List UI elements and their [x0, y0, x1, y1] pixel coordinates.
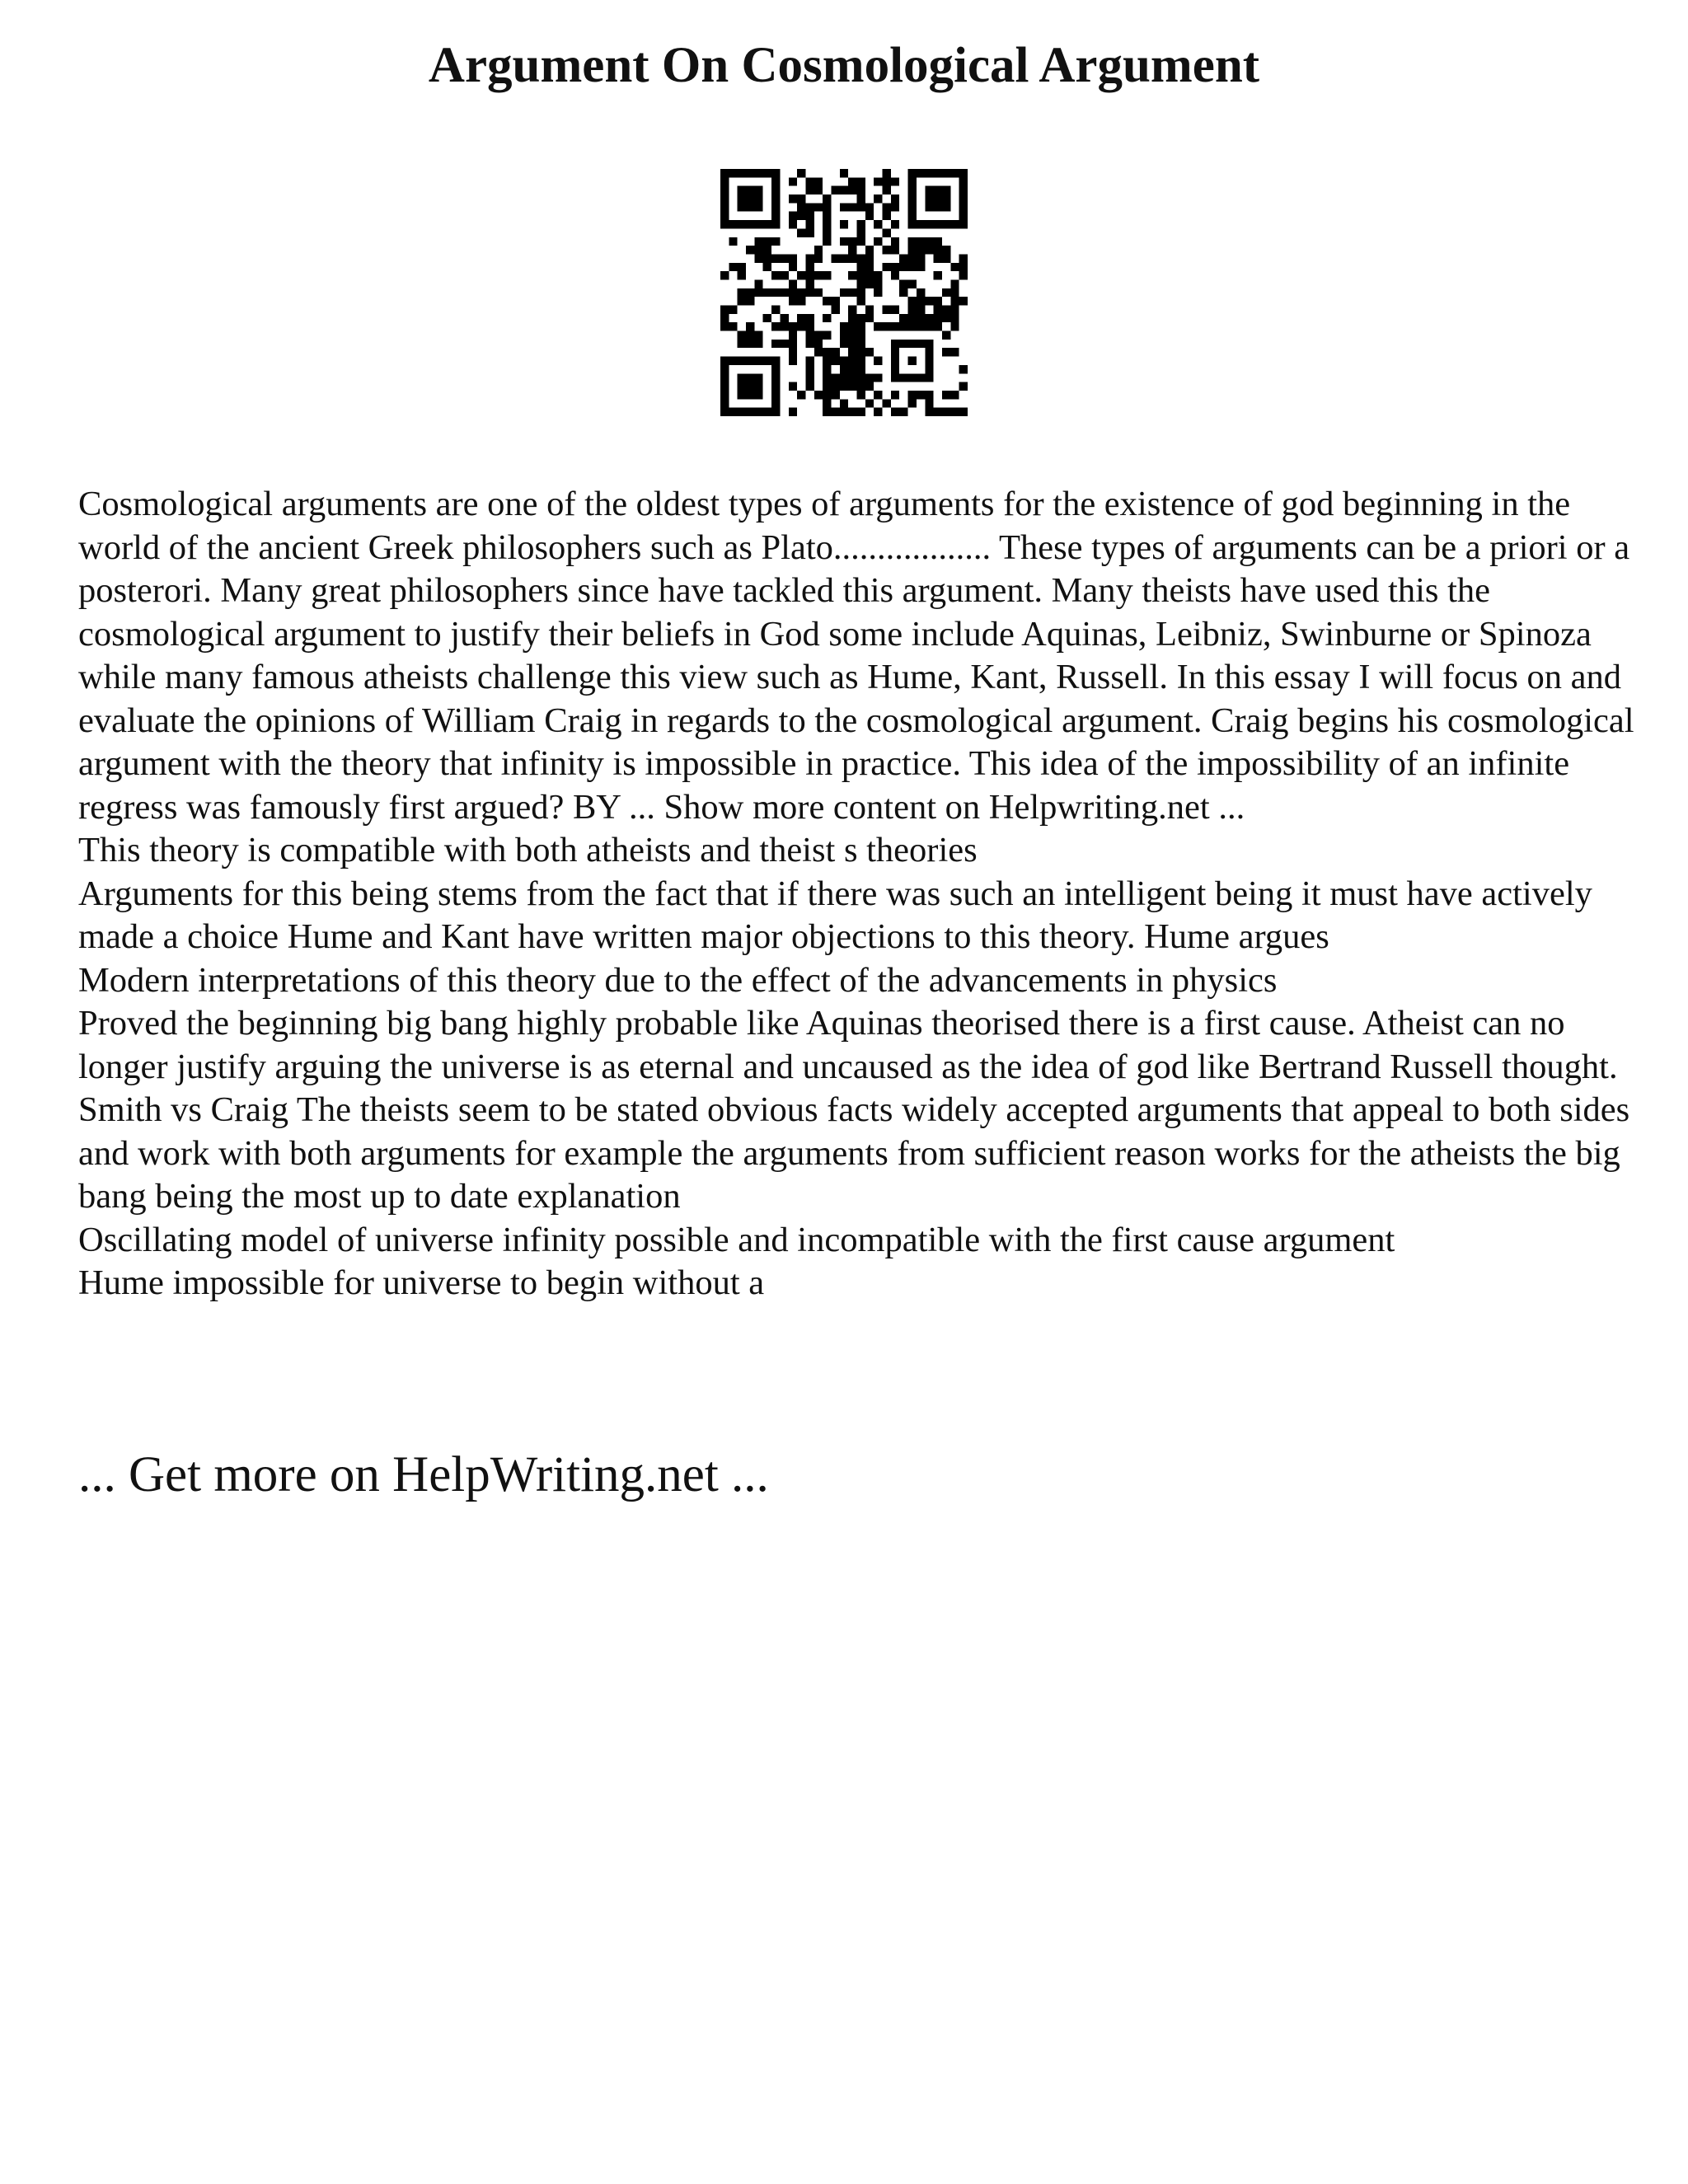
paragraph: This theory is compatible with both atheists and theist s theories [78, 831, 978, 869]
paragraph: Smith vs Craig The theists seem to be stated obvious facts widely accepted arguments that appeal to both sides and work with both arguments for example the arguments from sufficient reason works for the atheists the big bang being the most up to date explanation [78, 1090, 1630, 1216]
paragraph: Modern interpretations of this theory due to the effect of the advancements in physics [78, 960, 1278, 1000]
paragraph: Arguments for this being stems from the fact that if there was such an intelligent being it must have actively made a choice Hume and Kant have written major objections to this theory. Hume argues [78, 874, 1592, 956]
article-body [78, 483, 1644, 1305]
qr-code-icon [720, 169, 968, 416]
paragraph: Oscillating model of universe infinity possible and incompatible with the first cause argument [78, 1220, 1395, 1259]
page-title: Argument On Cosmological Argument [428, 38, 1260, 93]
paragraph-intro: Cosmological arguments are one of the oldest types of arguments for the existence of god beginning in the world of the ancient Greek philosophers such as Plato.................. These types of arguments can be a priori or a posterori. Many great philosophers since have tackled this argument. Many theists have used this the cosmological argument to justify their beliefs in God some include Aquinas, Leibniz, Swinburne or Spinoza while many famous atheists challenge this view such as Hume, Kant, Russell. In this essay I will focus on and evaluate the opinions of William Craig in regards to the cosmological argument. Craig begins his cosmological argument with the theory that infinity is impossible in practice. This idea of the impossibility of an infinite regress was famously first argued? BY ... Show more content on Helpwriting.net ... [78, 485, 1634, 827]
paragraph: Hume impossible for universe to begin without a [78, 1263, 765, 1302]
get-more-link[interactable]: ... Get more on HelpWriting.net ... [78, 1447, 769, 1502]
paragraph: Proved the beginning big bang highly probable like Aquinas theorised there is a first cause. Atheist can no longer justify arguing the universe is as eternal and uncaused as the idea of god like Bertrand Russell thought. [78, 1004, 1618, 1086]
